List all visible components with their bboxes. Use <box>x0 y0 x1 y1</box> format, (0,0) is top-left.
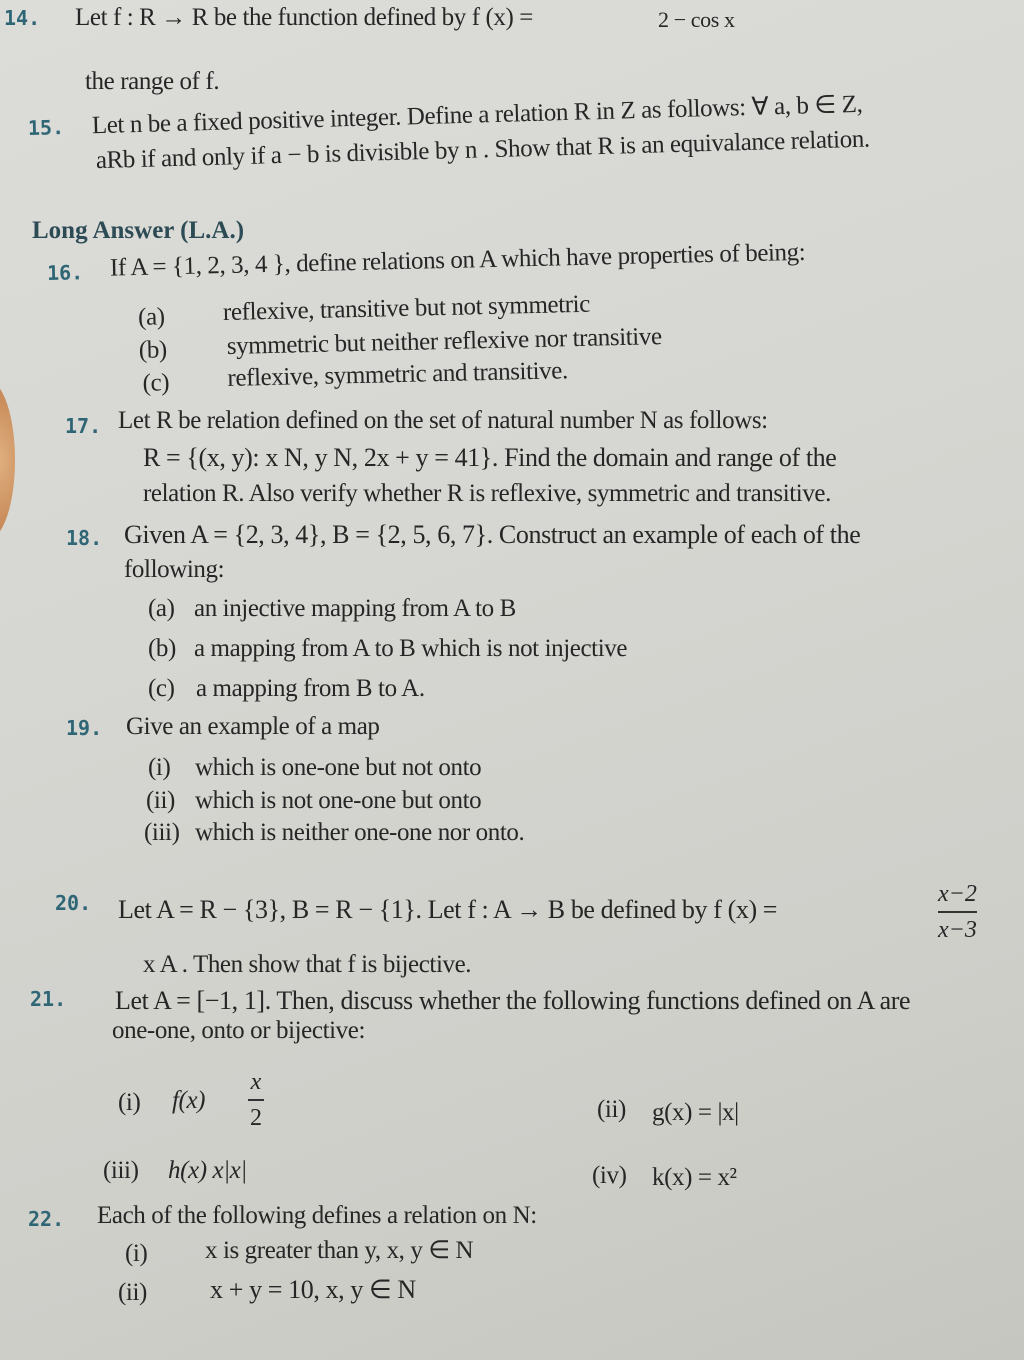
question-number: 17. <box>65 414 102 438</box>
item-label: (ii) <box>597 1096 626 1123</box>
item-label: (a) <box>137 303 165 331</box>
item-text: an injective mapping from A to B <box>194 595 516 622</box>
question-text: R = {(x, y): x N, y N, 2x + y = 41}. Find the domain and range of the <box>143 443 837 472</box>
question-text: Let f : R → R be the function defined by f (x) = <box>75 4 533 31</box>
question-text: Let A = [−1, 1]. Then, discuss whether the following functions defined on A are <box>115 986 911 1015</box>
question-text: x A . Then show that f is bijective. <box>143 951 472 978</box>
question-text: following: <box>124 556 225 583</box>
item-text: k(x) = x² <box>652 1164 737 1191</box>
item-text: h(x) x|x| <box>168 1157 247 1184</box>
item-text: which is neither one-one nor onto. <box>195 819 525 846</box>
question-text: relation R. Also verify whether R is reflexive, symmetric and transitive. <box>143 480 831 507</box>
item-label: (a) <box>148 595 175 622</box>
item-text: symmetric but neither reflexive nor transitive <box>226 323 662 360</box>
numerator: x <box>250 1069 262 1095</box>
item-label: (i) <box>118 1089 141 1116</box>
fraction-bar <box>938 911 977 913</box>
question-number: 19. <box>66 716 103 740</box>
fraction-bar <box>248 1099 264 1101</box>
item-text: a mapping from B to A. <box>196 675 425 702</box>
item-label: (ii) <box>146 787 175 814</box>
question-number: 21. <box>30 987 67 1011</box>
question-text: Let A = R − {3}, B = R − {1}. Let f : A → B be defined by f (x) = <box>118 895 778 924</box>
question-number: 18. <box>66 526 103 550</box>
item-text: which is one-one but not onto <box>195 754 482 781</box>
denominator: x−3 <box>938 916 977 943</box>
question-text: Let n be a fixed positive integer. Define a relation R in Z as follows: ∀ a, b ∈ Z, <box>91 90 863 140</box>
fraction <box>938 880 977 944</box>
denominator: 2 − cos x <box>658 7 735 32</box>
item-text: a mapping from A to B which is not injective <box>194 635 628 662</box>
item-label: (iii) <box>103 1157 139 1184</box>
item-text: reflexive, transitive but not symmetric <box>222 290 591 327</box>
denominator: 2 <box>250 1104 262 1131</box>
question-text: aRb if and only if a − b is divisible by n . Show that R is an equivalance relation. <box>95 125 871 175</box>
item-label: (ii) <box>118 1279 147 1306</box>
item-text: x is greater than y, x, y ∈ N <box>205 1237 474 1264</box>
item-text: f(x) <box>172 1087 206 1114</box>
question-number: 14. <box>4 6 41 30</box>
question-text: Give an example of a map <box>126 713 380 740</box>
question-text: If A = {1, 2, 3, 4 }, define relations on A which have properties of being: <box>109 238 806 282</box>
item-text: g(x) = |x| <box>652 1099 739 1126</box>
question-number: 20. <box>55 891 92 915</box>
question-text: Each of the following defines a relation on N: <box>97 1202 537 1229</box>
numerator: x−2 <box>938 881 977 907</box>
item-text: x + y = 10, x, y ∈ N <box>210 1275 416 1304</box>
question-number: 22. <box>28 1207 65 1231</box>
item-label: (iv) <box>592 1162 627 1189</box>
question-text: the range of f. <box>85 68 220 95</box>
question-text: one-one, onto or bijective: <box>112 1017 366 1044</box>
item-text: reflexive, symmetric and transitive. <box>227 357 569 392</box>
question-number: 15. <box>27 115 65 141</box>
question-text: Let R be relation defined on the set of natural number N as follows: <box>118 407 768 434</box>
item-label: (b) <box>148 635 176 662</box>
item-text: which is not one-one but onto <box>195 787 482 814</box>
item-label: (i) <box>148 754 171 781</box>
item-label: (c) <box>148 675 175 702</box>
question-number: 16. <box>46 260 84 285</box>
finger-thumb <box>0 380 15 540</box>
question-16 <box>0 0 1024 401</box>
item-label: (c) <box>142 369 170 397</box>
item-label: (b) <box>138 336 168 364</box>
item-label: (i) <box>125 1240 148 1267</box>
fraction <box>248 1068 264 1132</box>
question-text: Given A = {2, 3, 4}, B = {2, 5, 6, 7}. Construct an example of each of the <box>124 520 861 549</box>
item-label: (iii) <box>144 819 180 846</box>
section-heading: Long Answer (L.A.) <box>32 217 245 244</box>
